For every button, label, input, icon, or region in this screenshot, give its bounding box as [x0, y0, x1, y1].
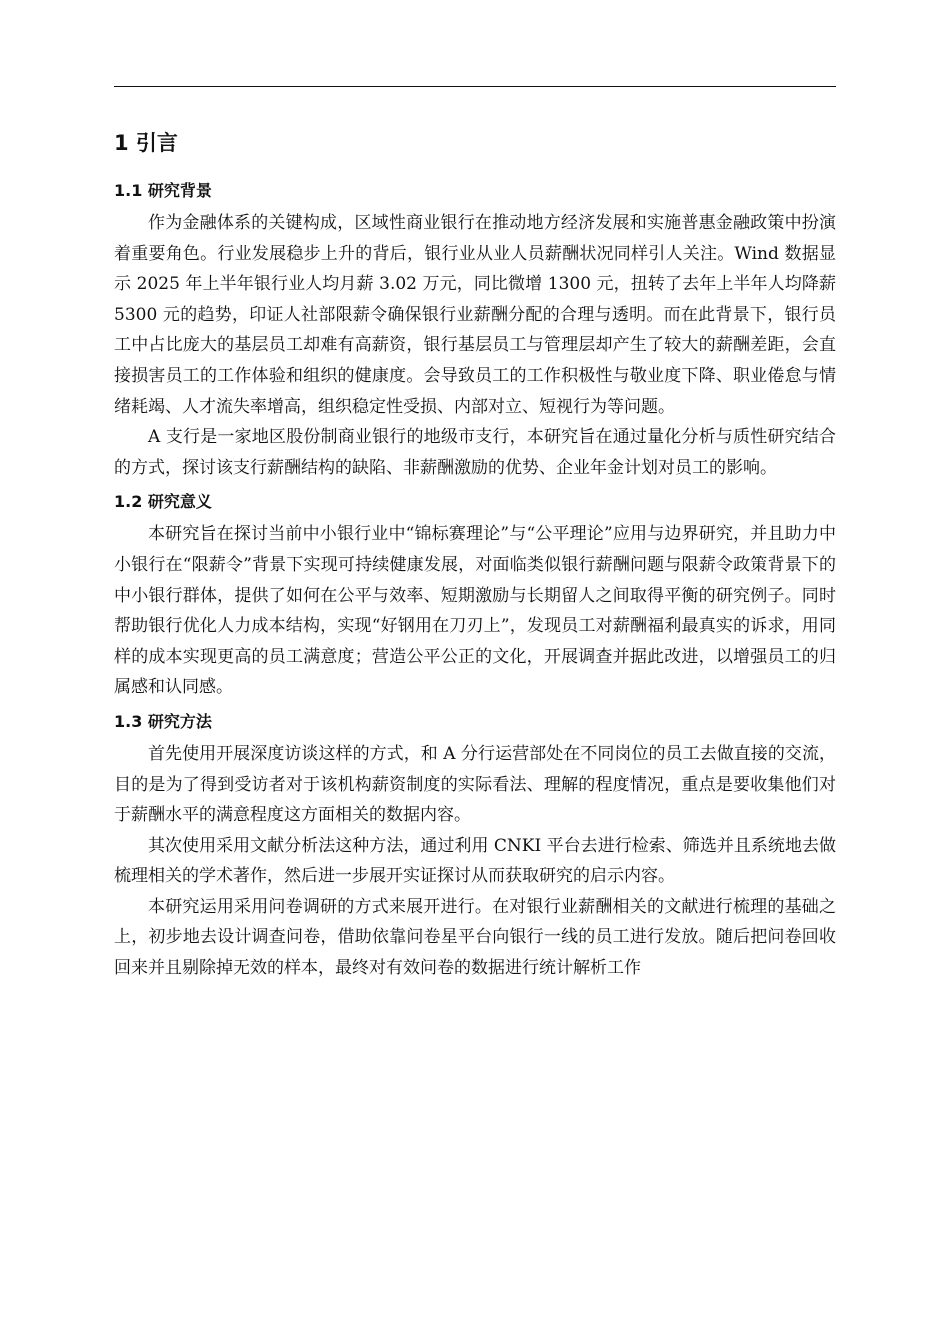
paragraph: A 支行是一家地区股份制商业银行的地级市支行，本研究旨在通过量化分析与质性研究结合的方式，探讨该支行薪酬结构的缺陷、非薪酬激励的优势、企业年金计划对员工的影响。	[114, 427, 836, 478]
subsection-heading-background: 1.1 研究背景	[114, 181, 212, 200]
header-rule	[114, 86, 836, 87]
paragraph: 本研究旨在探讨当前中小银行业中“锦标赛理论”与“公平理论”应用与边界研究，并且助力中小银行在“限薪令”背景下实现可持续健康发展，对面临类似银行薪酬问题与限薪令政策背景下的中小银行群体，提供了如何在公平与效率、短期激励与长期留人之间取得平衡的研究例子。同时帮助银行优化人力成本结构，实现“好钢用在刀刃上”，发现员工对薪酬福利最真实的诉求，用同样的成本实现更高的员工满意度；营造公平公正的文化，开展调查并据此改进，以增强员工的归属感和认同感。	[114, 524, 836, 698]
paragraph: 其次使用采用文献分析法这种方法，通过利用 CNKI 平台去进行检索、筛选并且系统地去做梳理相关的学术著作，然后进一步展开实证探讨从而获取研究的启示内容。	[114, 835, 836, 887]
subsection-heading-methods: 1.3 研究方法	[114, 711, 212, 731]
section-title: 1 引言	[114, 131, 178, 155]
paragraph: 本研究运用采用问卷调研的方式来展开进行。在对银行业薪酬相关的文献进行梳理的基础之上，初步地去设计调查问卷，借助依靠问卷星平台向银行一线的员工进行发放。随后把问卷回收回来并且剔除掉无效的样本，最终对有效问卷的数据进行统计解析工作	[114, 896, 836, 979]
paragraph: 首先使用开展深度访谈这样的方式，和 A 分行运营部处在不同岗位的员工去做直接的交流，目的是为了得到受访者对于该机构薪资制度的实际看法、理解的程度情况，重点是要收集他们对于薪酬水平的满意程度这方面相关的数据内容。	[114, 743, 836, 826]
subsection-heading-significance: 1.2 研究意义	[114, 492, 212, 512]
paragraph: 作为金融体系的关键构成，区域性商业银行在推动地方经济发展和实施普惠金融政策中扮演着重要角色。行业发展稳步上升的背后，银行业从业人员薪酬状况同样引人关注。Wind 数据显示 2025 年上半年银行业人均月薪 3.02 万元，同比微增 1300 元，扭转了去年上半年人均降薪 5300 元的趋势，印证人社部限薪令确保银行业薪酬分配的合理与透明。而在此背景下，银行员工中占比庞大的基层员工却难有高薪资，银行基层员工与管理层却产生了较大的薪酬差距，会直接损害员工的工作体验和组织的健康度。会导致员工的工作积极性与敬业度下降、职业倦怠与情绪耗竭、人才流失率增高，组织稳定性受损、内部对立、短视行为等问题。	[114, 213, 836, 417]
document-body	[114, 124, 836, 984]
